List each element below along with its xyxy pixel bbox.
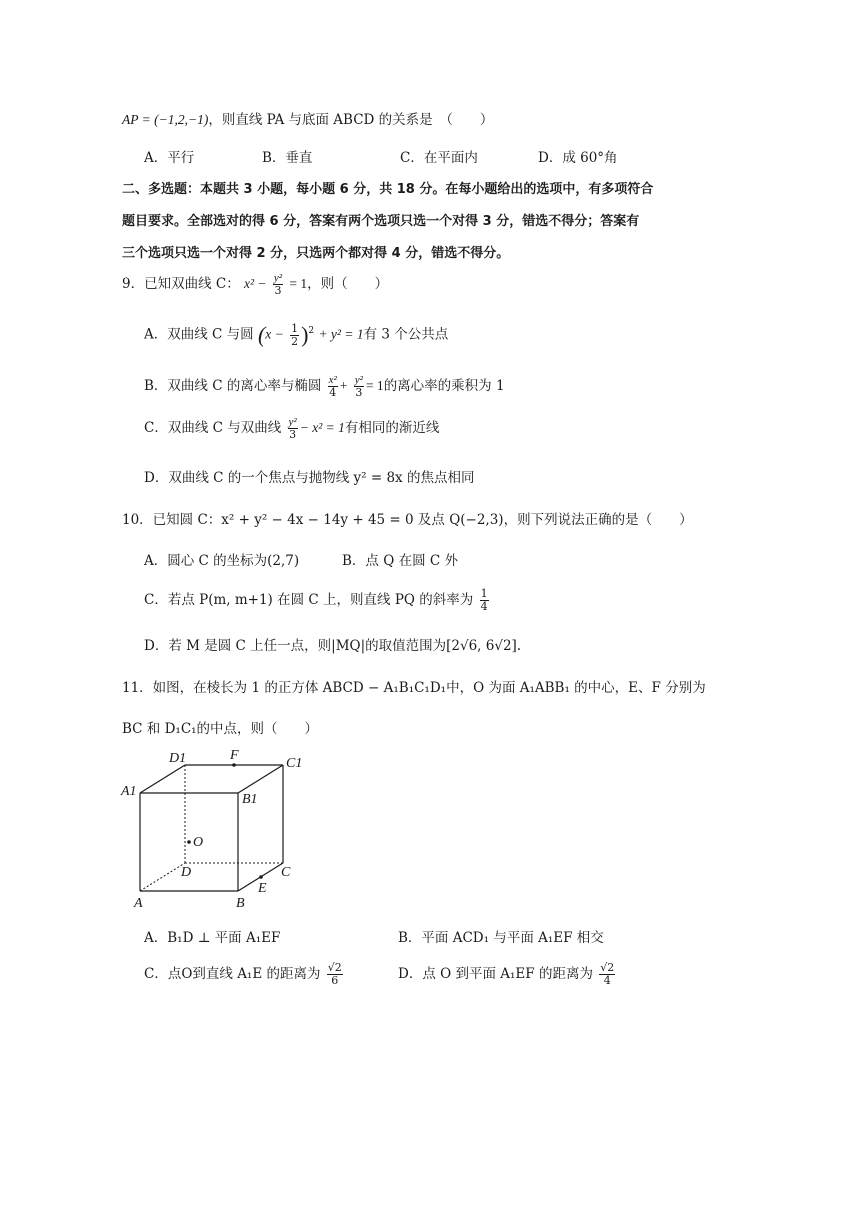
q11-c-prefix: C．点O到直线 A₁E 的距离为 (144, 966, 321, 982)
q8-option-c: C．在平面内 (400, 150, 478, 166)
q10-option-d: D．若 M 是圆 C 上任一点，则|MQ|的取值范围为[2√6, 6√2]. (144, 638, 522, 654)
q10-option-a: A．圆心 C 的坐标为(2,7) (144, 553, 300, 569)
q11-frac-d: $\frac{√2}{4}$ (600, 961, 615, 987)
q9-option-d: D．双曲线 C 的一个焦点与抛物线 y² = 8x 的焦点相同 (144, 470, 475, 486)
label-b1: B1 (242, 792, 258, 807)
q9-option-a: A．双曲线 C 与圆 (x − $\frac{1}{2}$ )$^2$ + y² = 1有 3 个公共点 (144, 321, 449, 348)
section2-line1: 二、多选题：本题共 3 小题，每小题 6 分，共 18 分。在每小题给出的选项中，有多项符合 (122, 182, 654, 197)
q8-option-d: D．成 60°角 (538, 150, 618, 166)
q8-stem (122, 108, 493, 128)
edge-a-d (140, 863, 185, 891)
q9-stem (122, 272, 388, 297)
q8-option-a: A．平行 (144, 150, 195, 166)
q9-eq1: = 1 (289, 276, 308, 291)
q8-option-b: B．垂直 (262, 150, 313, 166)
q11-frac-c: $\frac{√2}{6}$ (327, 961, 342, 987)
q9-frac-y2-3c: $\frac{\text{y²}}{3}$ (288, 416, 297, 441)
q9-a-rparen: ) (301, 322, 309, 347)
label-e: E (258, 881, 267, 896)
q8-stem-text: ，则直线 PA 与底面 ABCD 的关系是 （ ） (208, 112, 494, 128)
q10-frac-quarter: $\frac{1}{4}$ (480, 587, 488, 613)
q9-frac-y2-3b: $\frac{\text{y²}}{3}$ (354, 374, 363, 399)
q11-option-b: B．平面 ACD₁ 与平面 A₁EF 相交 (398, 930, 604, 946)
label-a1: A1 (121, 784, 137, 799)
q9-a-rest: + y² = 1 (318, 326, 364, 342)
vector-ap: AP = (−1,2,−1) (122, 112, 209, 127)
q11-line1: 11．如图，在棱长为 1 的正方体 ABCD − A₁B₁C₁D₁中，O 为面 A₁ABB₁ 的中心，E、F 分别为 (122, 680, 706, 696)
cube-diagram (115, 745, 315, 915)
q11-option-a: A．B₁D ⊥ 平面 A₁EF (144, 930, 281, 946)
label-d1: D1 (169, 751, 187, 766)
edge-b1-c1 (238, 765, 283, 793)
q9-a-suffix: 有 3 个公共点 (363, 326, 449, 343)
label-b: B (236, 896, 245, 911)
q11-option-d (398, 962, 617, 987)
q9-a-prefix: A．双曲线 C 与圆 (144, 326, 254, 343)
section2-line2: 题目要求。全部选对的得 6 分，答案有两个选项只选一个对得 3 分，错选不得分；答案有 (122, 214, 640, 229)
q9-c-suffix: 有相同的渐近线 (344, 420, 440, 436)
q9-x2: x² − (244, 276, 267, 291)
q11-line2: BC 和 D₁C₁的中点，则（ ） (122, 721, 319, 737)
section2-line3: 三个选项只选一个对得 2 分，只选两个都对得 4 分，错选不得分。 (122, 246, 510, 261)
edge-a1-d1 (140, 765, 185, 793)
point-f (232, 763, 236, 767)
point-o (187, 840, 191, 844)
q9-frac-x2-4: $\frac{\text{x²}}{4}$ (328, 374, 337, 399)
q9-option-c: C．双曲线 C 与双曲线 $\frac{\text{y²}}{3}$ − x² = 1有相同的渐近线 (144, 416, 440, 441)
q9-frac-half: $\frac{1}{2}$ (291, 321, 299, 348)
q9-c-prefix: C．双曲线 C 与双曲线 (144, 420, 282, 436)
q9-stem-prefix: 9．已知双曲线 C： (122, 276, 240, 292)
q10-option-b: B．点 Q 在圆 C 外 (342, 553, 458, 569)
q10-c-prefix: C．若点 P(m, m+1) 在圆 C 上，则直线 PQ 的斜率为 (144, 592, 474, 608)
q9-stem-suffix: ，则（ ） (307, 276, 389, 292)
q11-d-prefix: D．点 O 到平面 A₁EF 的距离为 (398, 966, 593, 982)
q10-option-c (144, 588, 491, 613)
point-e (259, 875, 263, 879)
label-a: A (134, 896, 143, 911)
label-f: F (230, 748, 239, 763)
label-c: C (281, 865, 291, 880)
q11-option-c (144, 962, 345, 987)
q9-frac-y2-3: $\frac{\text{y²}}{3}$ (273, 272, 283, 297)
q9-a-lparen: ( (257, 322, 266, 347)
q10-stem: 10．已知圆 C：x² + y² − 4x − 14y + 45 = 0 及点 Q(−2,3)，则下列说法正确的是（ ） (122, 512, 693, 528)
q9-b-suffix: 的离心率的乘积为 1 (383, 378, 505, 394)
label-d: D (181, 865, 192, 880)
label-c1: C1 (286, 756, 303, 771)
label-o: O (193, 835, 204, 850)
q9-option-b: B．双曲线 C 的离心率与椭圆 $\frac{\text{x²}}{4}$ + $\frac{\text{y²}}{3}$ = 1的离心率的乘积为 1 (144, 374, 505, 399)
q9-b-prefix: B．双曲线 C 的离心率与椭圆 (144, 378, 322, 394)
q9-a-x: x − (265, 326, 284, 342)
